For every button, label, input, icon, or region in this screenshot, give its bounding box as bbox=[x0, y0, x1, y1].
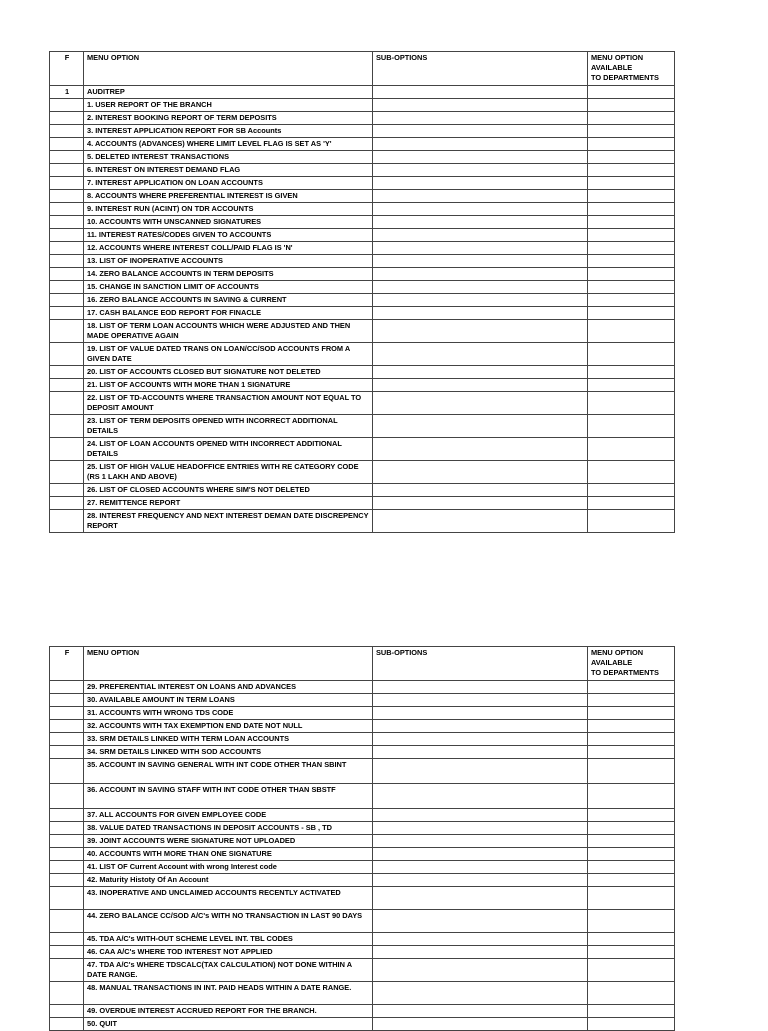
table-row bbox=[50, 392, 675, 415]
sub-options-cell bbox=[373, 809, 588, 822]
table-row bbox=[50, 484, 675, 497]
table-row bbox=[50, 733, 675, 746]
header-departments-line1: MENU OPTION bbox=[591, 53, 644, 62]
table-row bbox=[50, 268, 675, 281]
departments-cell bbox=[588, 720, 675, 733]
menu-option-cell: 32. ACCOUNTS WITH TAX EXEMPTION END DATE NOT NULL bbox=[84, 720, 373, 733]
menu-option-cell: 40. ACCOUNTS WITH MORE THAN ONE SIGNATURE bbox=[84, 848, 373, 861]
table-row bbox=[50, 946, 675, 959]
sub-options-cell bbox=[373, 784, 588, 809]
table-row bbox=[50, 746, 675, 759]
departments-cell bbox=[588, 461, 675, 484]
sub-options-cell bbox=[373, 510, 588, 533]
menu-option-cell: 4. ACCOUNTS (ADVANCES) WHERE LIMIT LEVEL FLAG IS SET AS 'Y' bbox=[84, 138, 373, 151]
menu-option-cell: 12. ACCOUNTS WHERE INTEREST COLL/PAID FLAG IS 'N' bbox=[84, 242, 373, 255]
departments-cell bbox=[588, 151, 675, 164]
departments-cell bbox=[588, 835, 675, 848]
table-row bbox=[50, 125, 675, 138]
menu-option-cell: 47. TDA A/C's WHERE TDSCALC(TAX CALCULATION) NOT DONE WITHIN A DATE RANGE. bbox=[84, 959, 373, 982]
f-cell bbox=[50, 497, 84, 510]
table-row bbox=[50, 784, 675, 809]
menu-option-cell: 24. LIST OF LOAN ACCOUNTS OPENED WITH INCORRECT ADDITIONAL DETAILS bbox=[84, 438, 373, 461]
sub-options-cell bbox=[373, 366, 588, 379]
departments-cell bbox=[588, 343, 675, 366]
menu-option-cell: 37. ALL ACCOUNTS FOR GIVEN EMPLOYEE CODE bbox=[84, 809, 373, 822]
table-row bbox=[50, 216, 675, 229]
f-cell bbox=[50, 809, 84, 822]
departments-cell bbox=[588, 809, 675, 822]
f-cell bbox=[50, 138, 84, 151]
group-name: AUDITREP bbox=[84, 86, 373, 99]
table-row bbox=[50, 959, 675, 982]
menu-option-cell: 49. OVERDUE INTEREST ACCRUED REPORT FOR THE BRANCH. bbox=[84, 1005, 373, 1018]
sub-options-cell bbox=[373, 733, 588, 746]
sub-options-cell bbox=[373, 461, 588, 484]
table-row bbox=[50, 910, 675, 933]
menu-option-cell: 14. ZERO BALANCE ACCOUNTS IN TERM DEPOSITS bbox=[84, 268, 373, 281]
sub-options-cell bbox=[373, 438, 588, 461]
f-cell bbox=[50, 1005, 84, 1018]
menu-option-cell: 20. LIST OF ACCOUNTS CLOSED BUT SIGNATURE NOT DELETED bbox=[84, 366, 373, 379]
f-cell bbox=[50, 733, 84, 746]
f-cell bbox=[50, 461, 84, 484]
header-sub-options: SUB-OPTIONS bbox=[373, 647, 588, 681]
departments-cell bbox=[588, 366, 675, 379]
departments-cell bbox=[588, 848, 675, 861]
header-departments bbox=[588, 52, 675, 86]
menu-option-cell: 6. INTEREST ON INTEREST DEMAND FLAG bbox=[84, 164, 373, 177]
departments-cell bbox=[588, 320, 675, 343]
sub-options-cell bbox=[373, 392, 588, 415]
sub-options-cell bbox=[373, 694, 588, 707]
menu-option-cell: 28. INTEREST FREQUENCY AND NEXT INTEREST DEMAN DATE DISCREPENCY REPORT bbox=[84, 510, 373, 533]
f-cell bbox=[50, 392, 84, 415]
departments-cell bbox=[588, 1005, 675, 1018]
sub-options-cell bbox=[373, 190, 588, 203]
departments-cell bbox=[588, 1018, 675, 1031]
sub-options-cell bbox=[373, 242, 588, 255]
menu-option-cell: 29. PREFERENTIAL INTEREST ON LOANS AND ADVANCES bbox=[84, 681, 373, 694]
departments-cell bbox=[588, 242, 675, 255]
sub-options-cell bbox=[373, 415, 588, 438]
table-row bbox=[50, 438, 675, 461]
sub-options-cell bbox=[373, 1005, 588, 1018]
table-row bbox=[50, 99, 675, 112]
sub-options-cell bbox=[373, 307, 588, 320]
sub-options-cell bbox=[373, 379, 588, 392]
departments-cell bbox=[588, 281, 675, 294]
header-menu-option: MENU OPTION bbox=[84, 647, 373, 681]
f-cell bbox=[50, 281, 84, 294]
departments-cell bbox=[588, 484, 675, 497]
departments-cell bbox=[588, 497, 675, 510]
menu-option-cell: 21. LIST OF ACCOUNTS WITH MORE THAN 1 SIGNATURE bbox=[84, 379, 373, 392]
table-row bbox=[50, 229, 675, 242]
f-cell bbox=[50, 510, 84, 533]
menu-option-cell: 36. ACCOUNT IN SAVING STAFF WITH INT CODE OTHER THAN SBSTF bbox=[84, 784, 373, 809]
table-row bbox=[50, 190, 675, 203]
f-cell bbox=[50, 99, 84, 112]
menu-option-cell: 13. LIST OF INOPERATIVE ACCOUNTS bbox=[84, 255, 373, 268]
table-row bbox=[50, 307, 675, 320]
menu-option-cell: 3. INTEREST APPLICATION REPORT FOR SB Accounts bbox=[84, 125, 373, 138]
sub-options-cell bbox=[373, 320, 588, 343]
f-cell bbox=[50, 933, 84, 946]
departments-cell bbox=[588, 229, 675, 242]
table-row bbox=[50, 707, 675, 720]
f-cell bbox=[50, 112, 84, 125]
menu-option-cell: 48. MANUAL TRANSACTIONS IN INT. PAID HEADS WITHIN A DATE RANGE. bbox=[84, 982, 373, 1005]
table-row bbox=[50, 281, 675, 294]
departments-cell bbox=[588, 190, 675, 203]
sub-options-cell bbox=[373, 822, 588, 835]
header-departments-line3: TO DEPARTMENTS bbox=[591, 73, 659, 82]
sub-options-cell bbox=[373, 86, 588, 99]
departments-cell bbox=[588, 164, 675, 177]
departments-cell bbox=[588, 203, 675, 216]
sub-options-cell bbox=[373, 933, 588, 946]
f-cell bbox=[50, 343, 84, 366]
sub-options-cell bbox=[373, 720, 588, 733]
table-row bbox=[50, 887, 675, 910]
departments-cell bbox=[588, 694, 675, 707]
departments-cell bbox=[588, 784, 675, 809]
menu-option-cell: 35. ACCOUNT IN SAVING GENERAL WITH INT CODE OTHER THAN SBINT bbox=[84, 759, 373, 784]
sub-options-cell bbox=[373, 746, 588, 759]
f-cell bbox=[50, 982, 84, 1005]
departments-cell bbox=[588, 255, 675, 268]
menu-option-cell: 2. INTEREST BOOKING REPORT OF TERM DEPOSITS bbox=[84, 112, 373, 125]
sub-options-cell bbox=[373, 99, 588, 112]
sub-options-cell bbox=[373, 959, 588, 982]
f-cell bbox=[50, 294, 84, 307]
f-cell bbox=[50, 366, 84, 379]
menu-option-cell: 19. LIST OF VALUE DATED TRANS ON LOAN/CC/SOD ACCOUNTS FROM A GIVEN DATE bbox=[84, 343, 373, 366]
menu-option-cell: 42. Maturity Histoty Of An Account bbox=[84, 874, 373, 887]
table-row bbox=[50, 343, 675, 366]
table-row bbox=[50, 759, 675, 784]
table-row bbox=[50, 379, 675, 392]
sub-options-cell bbox=[373, 255, 588, 268]
table-row bbox=[50, 177, 675, 190]
table-row bbox=[50, 461, 675, 484]
f-cell bbox=[50, 255, 84, 268]
departments-cell bbox=[588, 86, 675, 99]
table-row bbox=[50, 694, 675, 707]
departments-cell bbox=[588, 138, 675, 151]
group-row bbox=[50, 86, 675, 99]
f-cell bbox=[50, 1018, 84, 1031]
departments-cell bbox=[588, 379, 675, 392]
table-row bbox=[50, 138, 675, 151]
sub-options-cell bbox=[373, 112, 588, 125]
sub-options-cell bbox=[373, 848, 588, 861]
table-row bbox=[50, 681, 675, 694]
departments-cell bbox=[588, 746, 675, 759]
sub-options-cell bbox=[373, 216, 588, 229]
departments-cell bbox=[588, 307, 675, 320]
f-cell bbox=[50, 746, 84, 759]
departments-cell bbox=[588, 733, 675, 746]
f-cell bbox=[50, 242, 84, 255]
sub-options-cell bbox=[373, 484, 588, 497]
departments-cell bbox=[588, 874, 675, 887]
table-row bbox=[50, 874, 675, 887]
departments-cell bbox=[588, 933, 675, 946]
sub-options-cell bbox=[373, 910, 588, 933]
table-row bbox=[50, 848, 675, 861]
departments-cell bbox=[588, 982, 675, 1005]
departments-cell bbox=[588, 946, 675, 959]
table-row bbox=[50, 809, 675, 822]
menu-option-cell: 10. ACCOUNTS WITH UNSCANNED SIGNATURES bbox=[84, 216, 373, 229]
departments-cell bbox=[588, 959, 675, 982]
table-row bbox=[50, 835, 675, 848]
menu-table-1 bbox=[49, 51, 675, 533]
table-row bbox=[50, 1018, 675, 1031]
menu-option-cell: 43. INOPERATIVE AND UNCLAIMED ACCOUNTS RECENTLY ACTIVATED bbox=[84, 887, 373, 910]
sub-options-cell bbox=[373, 681, 588, 694]
departments-cell bbox=[588, 707, 675, 720]
menu-option-cell: 9. INTEREST RUN (ACINT) ON TDR ACCOUNTS bbox=[84, 203, 373, 216]
departments-cell bbox=[588, 294, 675, 307]
departments-cell bbox=[588, 392, 675, 415]
f-cell bbox=[50, 125, 84, 138]
menu-option-cell: 11. INTEREST RATES/CODES GIVEN TO ACCOUNTS bbox=[84, 229, 373, 242]
table-row bbox=[50, 933, 675, 946]
table-row bbox=[50, 497, 675, 510]
departments-cell bbox=[588, 216, 675, 229]
table-row bbox=[50, 510, 675, 533]
menu-option-cell: 46. CAA A/C's WHERE TOD INTEREST NOT APPLIED bbox=[84, 946, 373, 959]
menu-option-cell: 23. LIST OF TERM DEPOSITS OPENED WITH INCORRECT ADDITIONAL DETAILS bbox=[84, 415, 373, 438]
menu-option-cell: 7. INTEREST APPLICATION ON LOAN ACCOUNTS bbox=[84, 177, 373, 190]
departments-cell bbox=[588, 177, 675, 190]
table-row bbox=[50, 112, 675, 125]
f-cell bbox=[50, 822, 84, 835]
menu-option-cell: 34. SRM DETAILS LINKED WITH SOD ACCOUNTS bbox=[84, 746, 373, 759]
f-cell bbox=[50, 694, 84, 707]
sub-options-cell bbox=[373, 151, 588, 164]
f-cell bbox=[50, 379, 84, 392]
departments-cell bbox=[588, 861, 675, 874]
departments-cell bbox=[588, 268, 675, 281]
departments-cell bbox=[588, 112, 675, 125]
f-cell bbox=[50, 959, 84, 982]
menu-option-cell: 44. ZERO BALANCE CC/SOD A/C's WITH NO TRANSACTION IN LAST 90 DAYS bbox=[84, 910, 373, 933]
header-f: F bbox=[50, 52, 84, 86]
f-cell bbox=[50, 946, 84, 959]
departments-cell bbox=[588, 99, 675, 112]
f-cell bbox=[50, 835, 84, 848]
table-row bbox=[50, 203, 675, 216]
f-cell bbox=[50, 720, 84, 733]
sub-options-cell bbox=[373, 982, 588, 1005]
f-cell bbox=[50, 681, 84, 694]
table-row bbox=[50, 366, 675, 379]
sub-options-cell bbox=[373, 835, 588, 848]
f-cell bbox=[50, 874, 84, 887]
header-f: F bbox=[50, 647, 84, 681]
f-cell bbox=[50, 861, 84, 874]
f-cell bbox=[50, 759, 84, 784]
departments-cell bbox=[588, 438, 675, 461]
table-row bbox=[50, 151, 675, 164]
menu-option-cell: 26. LIST OF CLOSED ACCOUNTS WHERE SIM'S NOT DELETED bbox=[84, 484, 373, 497]
sub-options-cell bbox=[373, 138, 588, 151]
menu-option-cell: 18. LIST OF TERM LOAN ACCOUNTS WHICH WERE ADJUSTED AND THEN MADE OPERATIVE AGAIN bbox=[84, 320, 373, 343]
menu-option-cell: 41. LIST OF Current Account with wrong Interest code bbox=[84, 861, 373, 874]
departments-cell bbox=[588, 125, 675, 138]
menu-table-2 bbox=[49, 646, 675, 1031]
f-cell bbox=[50, 320, 84, 343]
header-departments-line1: MENU OPTION bbox=[591, 648, 644, 657]
f-cell bbox=[50, 229, 84, 242]
menu-option-cell: 22. LIST OF TD-ACCOUNTS WHERE TRANSACTION AMOUNT NOT EQUAL TO DEPOSIT AMOUNT bbox=[84, 392, 373, 415]
menu-option-cell: 39. JOINT ACCOUNTS WERE SIGNATURE NOT UPLOADED bbox=[84, 835, 373, 848]
header-departments-line2: AVAILABLE bbox=[591, 63, 633, 72]
menu-option-cell: 27. REMITTENCE REPORT bbox=[84, 497, 373, 510]
departments-cell bbox=[588, 681, 675, 694]
f-cell bbox=[50, 203, 84, 216]
table-row bbox=[50, 982, 675, 1005]
table-row bbox=[50, 720, 675, 733]
departments-cell bbox=[588, 415, 675, 438]
departments-cell bbox=[588, 910, 675, 933]
sub-options-cell bbox=[373, 125, 588, 138]
f-cell bbox=[50, 164, 84, 177]
f-cell bbox=[50, 190, 84, 203]
sub-options-cell bbox=[373, 281, 588, 294]
table-row bbox=[50, 294, 675, 307]
header-departments bbox=[588, 647, 675, 681]
sub-options-cell bbox=[373, 164, 588, 177]
f-cell bbox=[50, 151, 84, 164]
menu-option-cell: 17. CASH BALANCE EOD REPORT FOR FINACLE bbox=[84, 307, 373, 320]
menu-option-cell: 8. ACCOUNTS WHERE PREFERENTIAL INTEREST IS GIVEN bbox=[84, 190, 373, 203]
table-row bbox=[50, 415, 675, 438]
menu-option-cell: 1. USER REPORT OF THE BRANCH bbox=[84, 99, 373, 112]
sub-options-cell bbox=[373, 887, 588, 910]
sub-options-cell bbox=[373, 861, 588, 874]
departments-cell bbox=[588, 822, 675, 835]
menu-option-cell: 38. VALUE DATED TRANSACTIONS IN DEPOSIT ACCOUNTS - SB , TD bbox=[84, 822, 373, 835]
sub-options-cell bbox=[373, 1018, 588, 1031]
departments-cell bbox=[588, 887, 675, 910]
sub-options-cell bbox=[373, 946, 588, 959]
f-cell bbox=[50, 177, 84, 190]
sub-options-cell bbox=[373, 874, 588, 887]
table-row bbox=[50, 255, 675, 268]
menu-option-cell: 30. AVAILABLE AMOUNT IN TERM LOANS bbox=[84, 694, 373, 707]
sub-options-cell bbox=[373, 759, 588, 784]
group-f-value: 1 bbox=[50, 86, 84, 99]
f-cell bbox=[50, 438, 84, 461]
table-header-row bbox=[50, 647, 675, 681]
menu-option-cell: 15. CHANGE IN SANCTION LIMIT OF ACCOUNTS bbox=[84, 281, 373, 294]
header-sub-options: SUB-OPTIONS bbox=[373, 52, 588, 86]
departments-cell bbox=[588, 510, 675, 533]
sub-options-cell bbox=[373, 268, 588, 281]
header-departments-line2: AVAILABLE bbox=[591, 658, 633, 667]
f-cell bbox=[50, 784, 84, 809]
menu-option-cell: 5. DELETED INTEREST TRANSACTIONS bbox=[84, 151, 373, 164]
table-row bbox=[50, 822, 675, 835]
sub-options-cell bbox=[373, 294, 588, 307]
f-cell bbox=[50, 268, 84, 281]
f-cell bbox=[50, 887, 84, 910]
f-cell bbox=[50, 415, 84, 438]
f-cell bbox=[50, 307, 84, 320]
f-cell bbox=[50, 484, 84, 497]
sub-options-cell bbox=[373, 497, 588, 510]
sub-options-cell bbox=[373, 343, 588, 366]
table-header-row bbox=[50, 52, 675, 86]
header-departments-line3: TO DEPARTMENTS bbox=[591, 668, 659, 677]
menu-option-cell: 31. ACCOUNTS WITH WRONG TDS CODE bbox=[84, 707, 373, 720]
departments-cell bbox=[588, 759, 675, 784]
sub-options-cell bbox=[373, 177, 588, 190]
sub-options-cell bbox=[373, 229, 588, 242]
table-row bbox=[50, 164, 675, 177]
f-cell bbox=[50, 707, 84, 720]
f-cell bbox=[50, 848, 84, 861]
menu-option-cell: 33. SRM DETAILS LINKED WITH TERM LOAN ACCOUNTS bbox=[84, 733, 373, 746]
sub-options-cell bbox=[373, 707, 588, 720]
menu-option-cell: 50. QUIT bbox=[84, 1018, 373, 1031]
menu-option-cell: 16. ZERO BALANCE ACCOUNTS IN SAVING & CURRENT bbox=[84, 294, 373, 307]
table-row bbox=[50, 242, 675, 255]
f-cell bbox=[50, 910, 84, 933]
menu-option-cell: 45. TDA A/C's WITH-OUT SCHEME LEVEL INT. TBL CODES bbox=[84, 933, 373, 946]
f-cell bbox=[50, 216, 84, 229]
header-menu-option: MENU OPTION bbox=[84, 52, 373, 86]
sub-options-cell bbox=[373, 203, 588, 216]
table-row bbox=[50, 861, 675, 874]
table-row bbox=[50, 320, 675, 343]
table-row bbox=[50, 1005, 675, 1018]
menu-option-cell: 25. LIST OF HIGH VALUE HEADOFFICE ENTRIES WITH RE CATEGORY CODE (RS 1 LAKH AND ABOVE) bbox=[84, 461, 373, 484]
